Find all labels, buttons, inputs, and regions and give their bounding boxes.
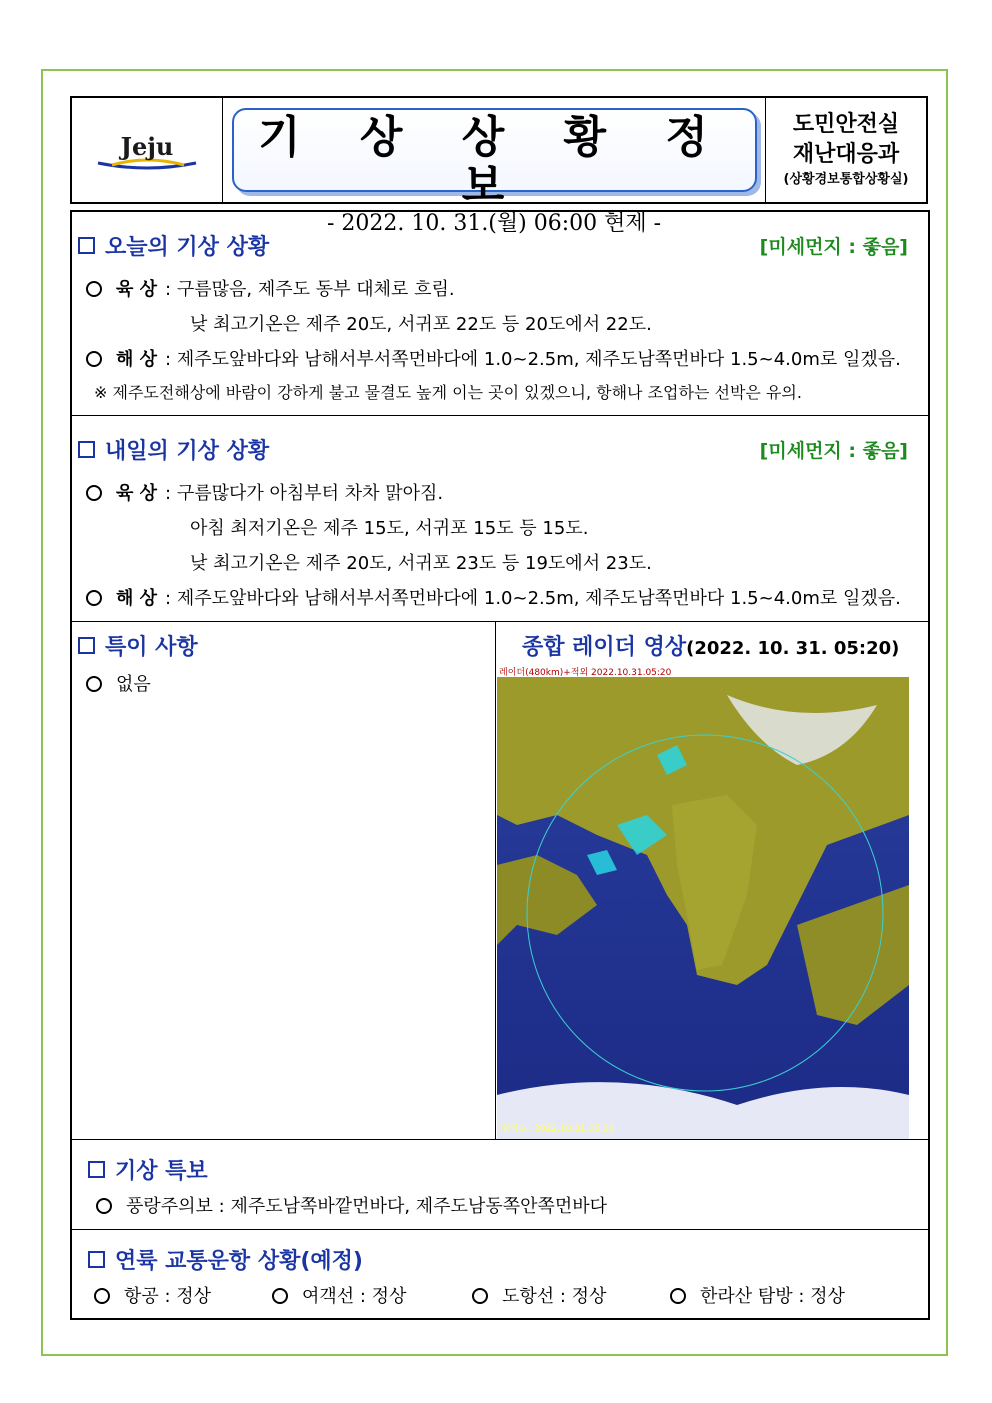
today-land: 육 상 : 구름많음, 제주도 동부 대체로 흐림.	[86, 275, 455, 301]
today-land-temp: 낮 최고기온은 제주 20도, 서귀포 22도 등 20도에서 22도.	[190, 314, 652, 335]
radar-image	[497, 665, 909, 1139]
checkbox-icon	[78, 441, 95, 458]
traffic-section	[72, 1230, 928, 1318]
circle-bullet-icon	[86, 281, 102, 297]
today-sea: 해 상 : 제주도앞바다와 남해서부서쪽먼바다에 1.0~2.5m, 제주도남쪽먼바다 1.5~4.0m로 일겠음.	[86, 345, 901, 371]
tomorrow-sea: 해 상 : 제주도앞바다와 남해서부서쪽먼바다에 1.0~2.5m, 제주도남쪽먼바다 1.5~4.0m로 일겠음.	[86, 584, 901, 610]
header	[70, 96, 928, 236]
tomorrow-pm-status: [미세먼지 : 좋음]	[759, 440, 908, 462]
special-item: 없음	[86, 670, 151, 696]
title-banner	[232, 108, 757, 236]
tomorrow-section	[72, 416, 928, 622]
tomorrow-land-max: 낮 최고기온은 제주 20도, 서귀포 23도 등 19도에서 23도.	[190, 553, 652, 574]
traffic-aviation: 항공 : 정상	[94, 1282, 211, 1308]
warning-title: 기상 특보	[88, 1154, 208, 1185]
circle-bullet-icon	[94, 1288, 110, 1304]
page-title: 기 상 상 황 정 보	[258, 112, 730, 211]
dept-line-1: 도민안전실	[792, 112, 900, 137]
warning-item: 풍랑주의보 : 제주도남쪽바깥먼바다, 제주도남동쪽안쪽먼바다	[96, 1192, 607, 1218]
dept-line-3: (상황경보통합상황실)	[783, 172, 909, 187]
tomorrow-land: 육 상 : 구름많다가 아침부터 차차 맑아짐.	[86, 479, 443, 505]
report-body	[70, 210, 930, 1320]
checkbox-icon	[88, 1161, 105, 1178]
svg-text:레이더(480km)+적외 2022.10.31.05:: 레이더(480km)+적외 2022.10.31.05:20	[499, 668, 672, 678]
traffic-hallasan: 한라산 탐방 : 정상	[670, 1282, 845, 1308]
today-pm-status: [미세먼지 : 좋음]	[759, 236, 908, 258]
checkbox-icon	[78, 637, 95, 654]
checkbox-icon	[88, 1251, 105, 1268]
traffic-title: 연륙 교통운항 상황(예정)	[88, 1244, 363, 1275]
warning-section	[72, 1140, 928, 1230]
tomorrow-land-min: 아침 최저기온은 제주 15도, 서귀포 15도 등 15도.	[190, 518, 589, 539]
today-note: ※ 제주도전해상에 바람이 강하게 불고 물결도 높게 이는 곳이 있겠으니, 항해나 조업하는 선박은 유의.	[94, 383, 802, 402]
radar-title: 종합 레이더 영상(2022. 10. 31. 05:20)	[522, 635, 900, 660]
dept-line-2: 재난대응과	[792, 142, 900, 167]
report-date: - 2022. 10. 31.(월) 06:00 현제 -	[326, 211, 662, 236]
traffic-ferry: 여객선 : 정상	[272, 1282, 406, 1308]
circle-bullet-icon	[86, 485, 102, 501]
circle-bullet-icon	[86, 590, 102, 606]
circle-bullet-icon	[272, 1288, 288, 1304]
circle-bullet-icon	[472, 1288, 488, 1304]
special-title: 특이 사항	[78, 630, 198, 661]
circle-bullet-icon	[86, 351, 102, 367]
today-title: 오늘의 기상 상황	[78, 230, 269, 261]
department-box	[765, 98, 926, 202]
svg-text:위성G : 2022.10.31.05:20: 위성G : 2022.10.31.05:20	[501, 1124, 615, 1134]
column-divider	[495, 622, 496, 1140]
circle-bullet-icon	[96, 1198, 112, 1214]
circle-bullet-icon	[86, 676, 102, 692]
today-section	[72, 212, 928, 416]
tomorrow-title: 내일의 기상 상황	[78, 434, 269, 465]
jeju-logo	[72, 98, 223, 202]
traffic-island-ferry: 도항선 : 정상	[472, 1282, 606, 1308]
checkbox-icon	[78, 237, 95, 254]
svg-text:Jeju: Jeju	[120, 132, 174, 161]
circle-bullet-icon	[670, 1288, 686, 1304]
